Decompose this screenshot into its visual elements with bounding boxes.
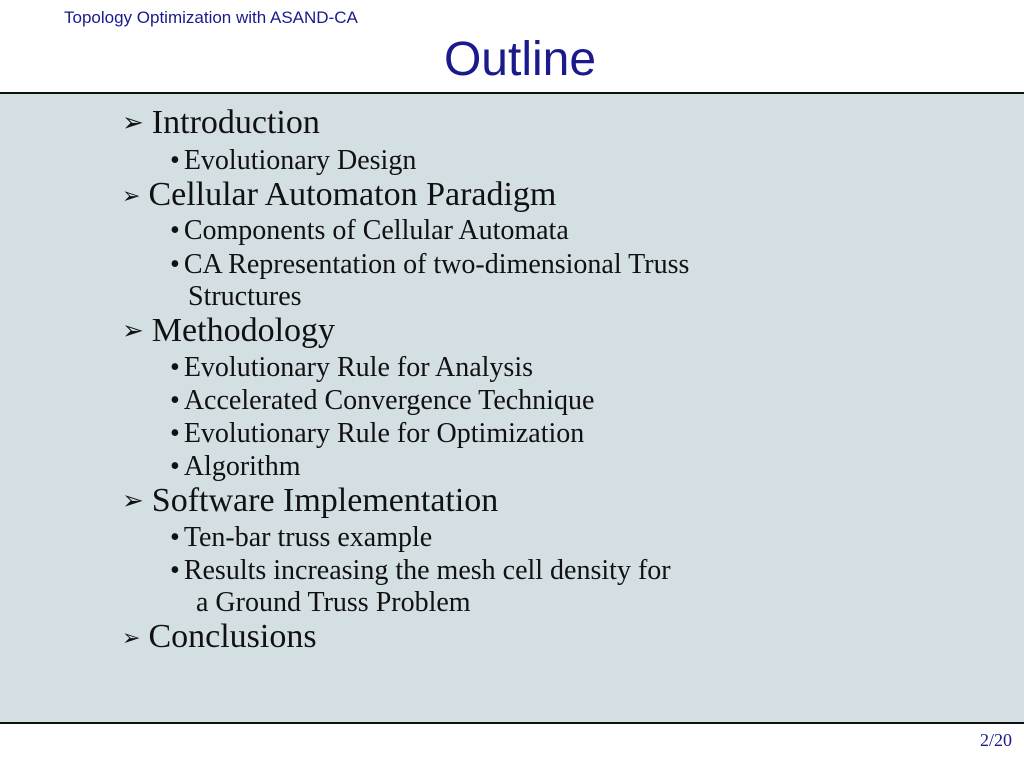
bullet-icon: • (170, 352, 180, 383)
outline-subitem-label: a Ground Truss Problem (196, 587, 471, 618)
bullet-icon: • (170, 145, 180, 176)
page-number: 2/20 (979, 730, 1012, 750)
arrow-bullet-icon: ➢ (122, 316, 144, 346)
outline-subitem (170, 249, 689, 281)
running-title: Topology Optimization with ASAND-CA (64, 8, 358, 27)
outline-item-introduction (122, 105, 320, 141)
bullet-icon: • (170, 555, 180, 586)
content-panel (0, 92, 1024, 724)
bullet-icon: • (170, 522, 180, 553)
bullet-icon: • (170, 249, 180, 280)
arrow-bullet-icon: ➢ (122, 486, 144, 516)
slide-title: Outline (443, 33, 597, 86)
outline-subitem-label: Evolutionary Rule for Analysis (183, 352, 533, 383)
outline-subitem-label: Evolutionary Rule for Optimization (183, 418, 585, 449)
outline-subitem (170, 385, 594, 417)
outline-item-label: Introduction (151, 104, 320, 141)
outline-subitem-label: Ten-bar truss example (183, 522, 433, 553)
outline-item-label: Software Implementation (151, 482, 499, 519)
outline-subitem-label: Structures (188, 281, 302, 312)
bullet-icon: • (170, 451, 180, 482)
bullet-icon: • (170, 215, 180, 246)
outline-subitem (170, 451, 300, 483)
outline-list (0, 94, 1024, 722)
outline-subitem-label: Algorithm (183, 451, 301, 482)
bullet-icon: • (170, 418, 180, 449)
outline-subitem (170, 145, 416, 177)
outline-subitem-label: CA Representation of two-dimensional Truss (183, 249, 690, 280)
outline-subitem (170, 555, 671, 587)
outline-item-methodology (122, 313, 335, 349)
outline-subitem (170, 215, 569, 247)
arrow-bullet-icon: ➢ (122, 626, 141, 651)
arrow-bullet-icon: ➢ (122, 108, 144, 138)
outline-item-software-implementation (122, 483, 498, 519)
outline-item-label: Cellular Automaton Paradigm (148, 176, 557, 213)
outline-subitem (170, 418, 584, 450)
outline-item-cellular-automaton-paradigm (122, 177, 556, 215)
outline-subitem-label: Results increasing the mesh cell density for (183, 555, 671, 586)
outline-subitem-continuation (196, 587, 471, 619)
outline-subitem-continuation (188, 281, 302, 313)
outline-subitem-label: Evolutionary Design (183, 145, 417, 176)
arrow-bullet-icon: ➢ (122, 184, 141, 209)
outline-item-label: Methodology (151, 312, 336, 349)
bullet-icon: • (170, 385, 180, 416)
outline-subitem (170, 522, 432, 554)
outline-subitem-label: Accelerated Convergence Technique (183, 385, 595, 416)
outline-subitem (170, 352, 533, 384)
outline-subitem-label: Components of Cellular Automata (183, 215, 569, 246)
outline-item-conclusions (122, 619, 317, 657)
outline-item-label: Conclusions (148, 618, 317, 655)
